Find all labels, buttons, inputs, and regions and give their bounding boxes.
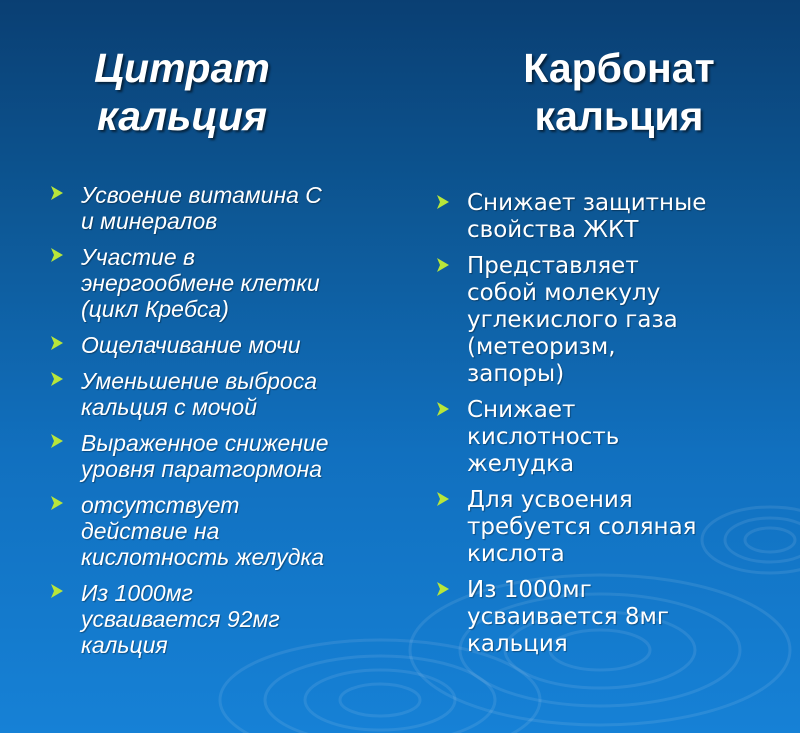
carbonate-item-line: Представляет bbox=[467, 253, 639, 279]
arrow-bullet-icon bbox=[436, 491, 450, 507]
citrate-item-line: кальция с мочой bbox=[81, 394, 257, 420]
citrate-item bbox=[48, 244, 393, 322]
carbonate-item-line: кислота bbox=[467, 541, 565, 567]
citrate-item bbox=[48, 492, 393, 570]
carbonate-item-line: усваивается 8мг bbox=[467, 604, 669, 630]
arrow-bullet-icon bbox=[50, 495, 64, 511]
carbonate-item bbox=[436, 397, 786, 478]
arrow-bullet-icon bbox=[50, 185, 64, 201]
carbonate-item-line: (метеоризм, bbox=[467, 334, 616, 360]
carbonate-item-line: свойства ЖКТ bbox=[467, 217, 639, 243]
carbonate-item-line: желудка bbox=[467, 451, 575, 477]
carbonate-title-line2: кальция bbox=[534, 93, 704, 139]
citrate-item-line: отсутствует bbox=[81, 492, 240, 518]
citrate-item-line: Усвоение витамина С bbox=[81, 182, 322, 208]
carbonate-item-line: Для усвоения bbox=[467, 487, 633, 513]
citrate-item-line: Уменьшение выброса bbox=[81, 368, 318, 394]
citrate-title-line1: Цитрат bbox=[94, 45, 270, 91]
citrate-item-line: Выраженное снижение bbox=[81, 430, 329, 456]
arrow-bullet-icon bbox=[436, 194, 450, 210]
arrow-bullet-icon bbox=[50, 433, 64, 449]
arrow-bullet-icon bbox=[50, 247, 64, 263]
arrow-bullet-icon bbox=[50, 371, 64, 387]
carbonate-item-line: кальция bbox=[467, 631, 568, 657]
citrate-item-line: кислотность желудка bbox=[81, 544, 325, 570]
arrow-bullet-icon bbox=[50, 335, 64, 351]
carbonate-list bbox=[436, 190, 786, 667]
citrate-title-line2: кальция bbox=[96, 93, 268, 139]
citrate-item-line: усваивается 92мг bbox=[81, 606, 280, 632]
carbonate-item-line: требуется соляная bbox=[467, 514, 697, 540]
carbonate-title bbox=[474, 44, 764, 140]
citrate-item bbox=[48, 430, 393, 482]
citrate-item-line: уровня паратгормона bbox=[81, 456, 323, 482]
arrow-bullet-icon bbox=[50, 583, 64, 599]
citrate-item bbox=[48, 332, 393, 358]
carbonate-item bbox=[436, 487, 786, 568]
carbonate-item bbox=[436, 577, 786, 658]
citrate-item bbox=[48, 182, 393, 234]
citrate-item-line: кальция bbox=[81, 632, 168, 658]
citrate-item bbox=[48, 580, 393, 658]
citrate-item-line: действие на bbox=[81, 518, 220, 544]
citrate-list bbox=[48, 182, 393, 668]
carbonate-item-line: Снижает bbox=[467, 397, 576, 423]
citrate-item-line: Участие в bbox=[81, 244, 196, 270]
carbonate-item bbox=[436, 190, 786, 244]
citrate-item bbox=[48, 368, 393, 420]
carbonate-item-line: запоры) bbox=[467, 361, 565, 387]
citrate-title bbox=[48, 44, 316, 140]
arrow-bullet-icon bbox=[436, 257, 450, 273]
citrate-item-line: и минералов bbox=[81, 208, 218, 234]
carbonate-item bbox=[436, 253, 786, 388]
arrow-bullet-icon bbox=[436, 401, 450, 417]
citrate-item-line: энергообмене клетки bbox=[81, 270, 320, 296]
carbonate-item-line: собой молекулу bbox=[467, 280, 661, 306]
carbonate-item-line: Из 1000мг bbox=[467, 577, 592, 603]
citrate-item-line: (цикл Кребса) bbox=[81, 296, 229, 322]
carbonate-item-line: кислотность bbox=[467, 424, 620, 450]
carbonate-item-line: углекислого газа bbox=[467, 307, 678, 333]
carbonate-item-line: Снижает защитные bbox=[467, 190, 707, 216]
citrate-item-line: Ощелачивание мочи bbox=[81, 332, 301, 358]
arrow-bullet-icon bbox=[436, 581, 450, 597]
carbonate-title-line1: Карбонат bbox=[523, 45, 715, 91]
citrate-item-line: Из 1000мг bbox=[81, 580, 193, 606]
